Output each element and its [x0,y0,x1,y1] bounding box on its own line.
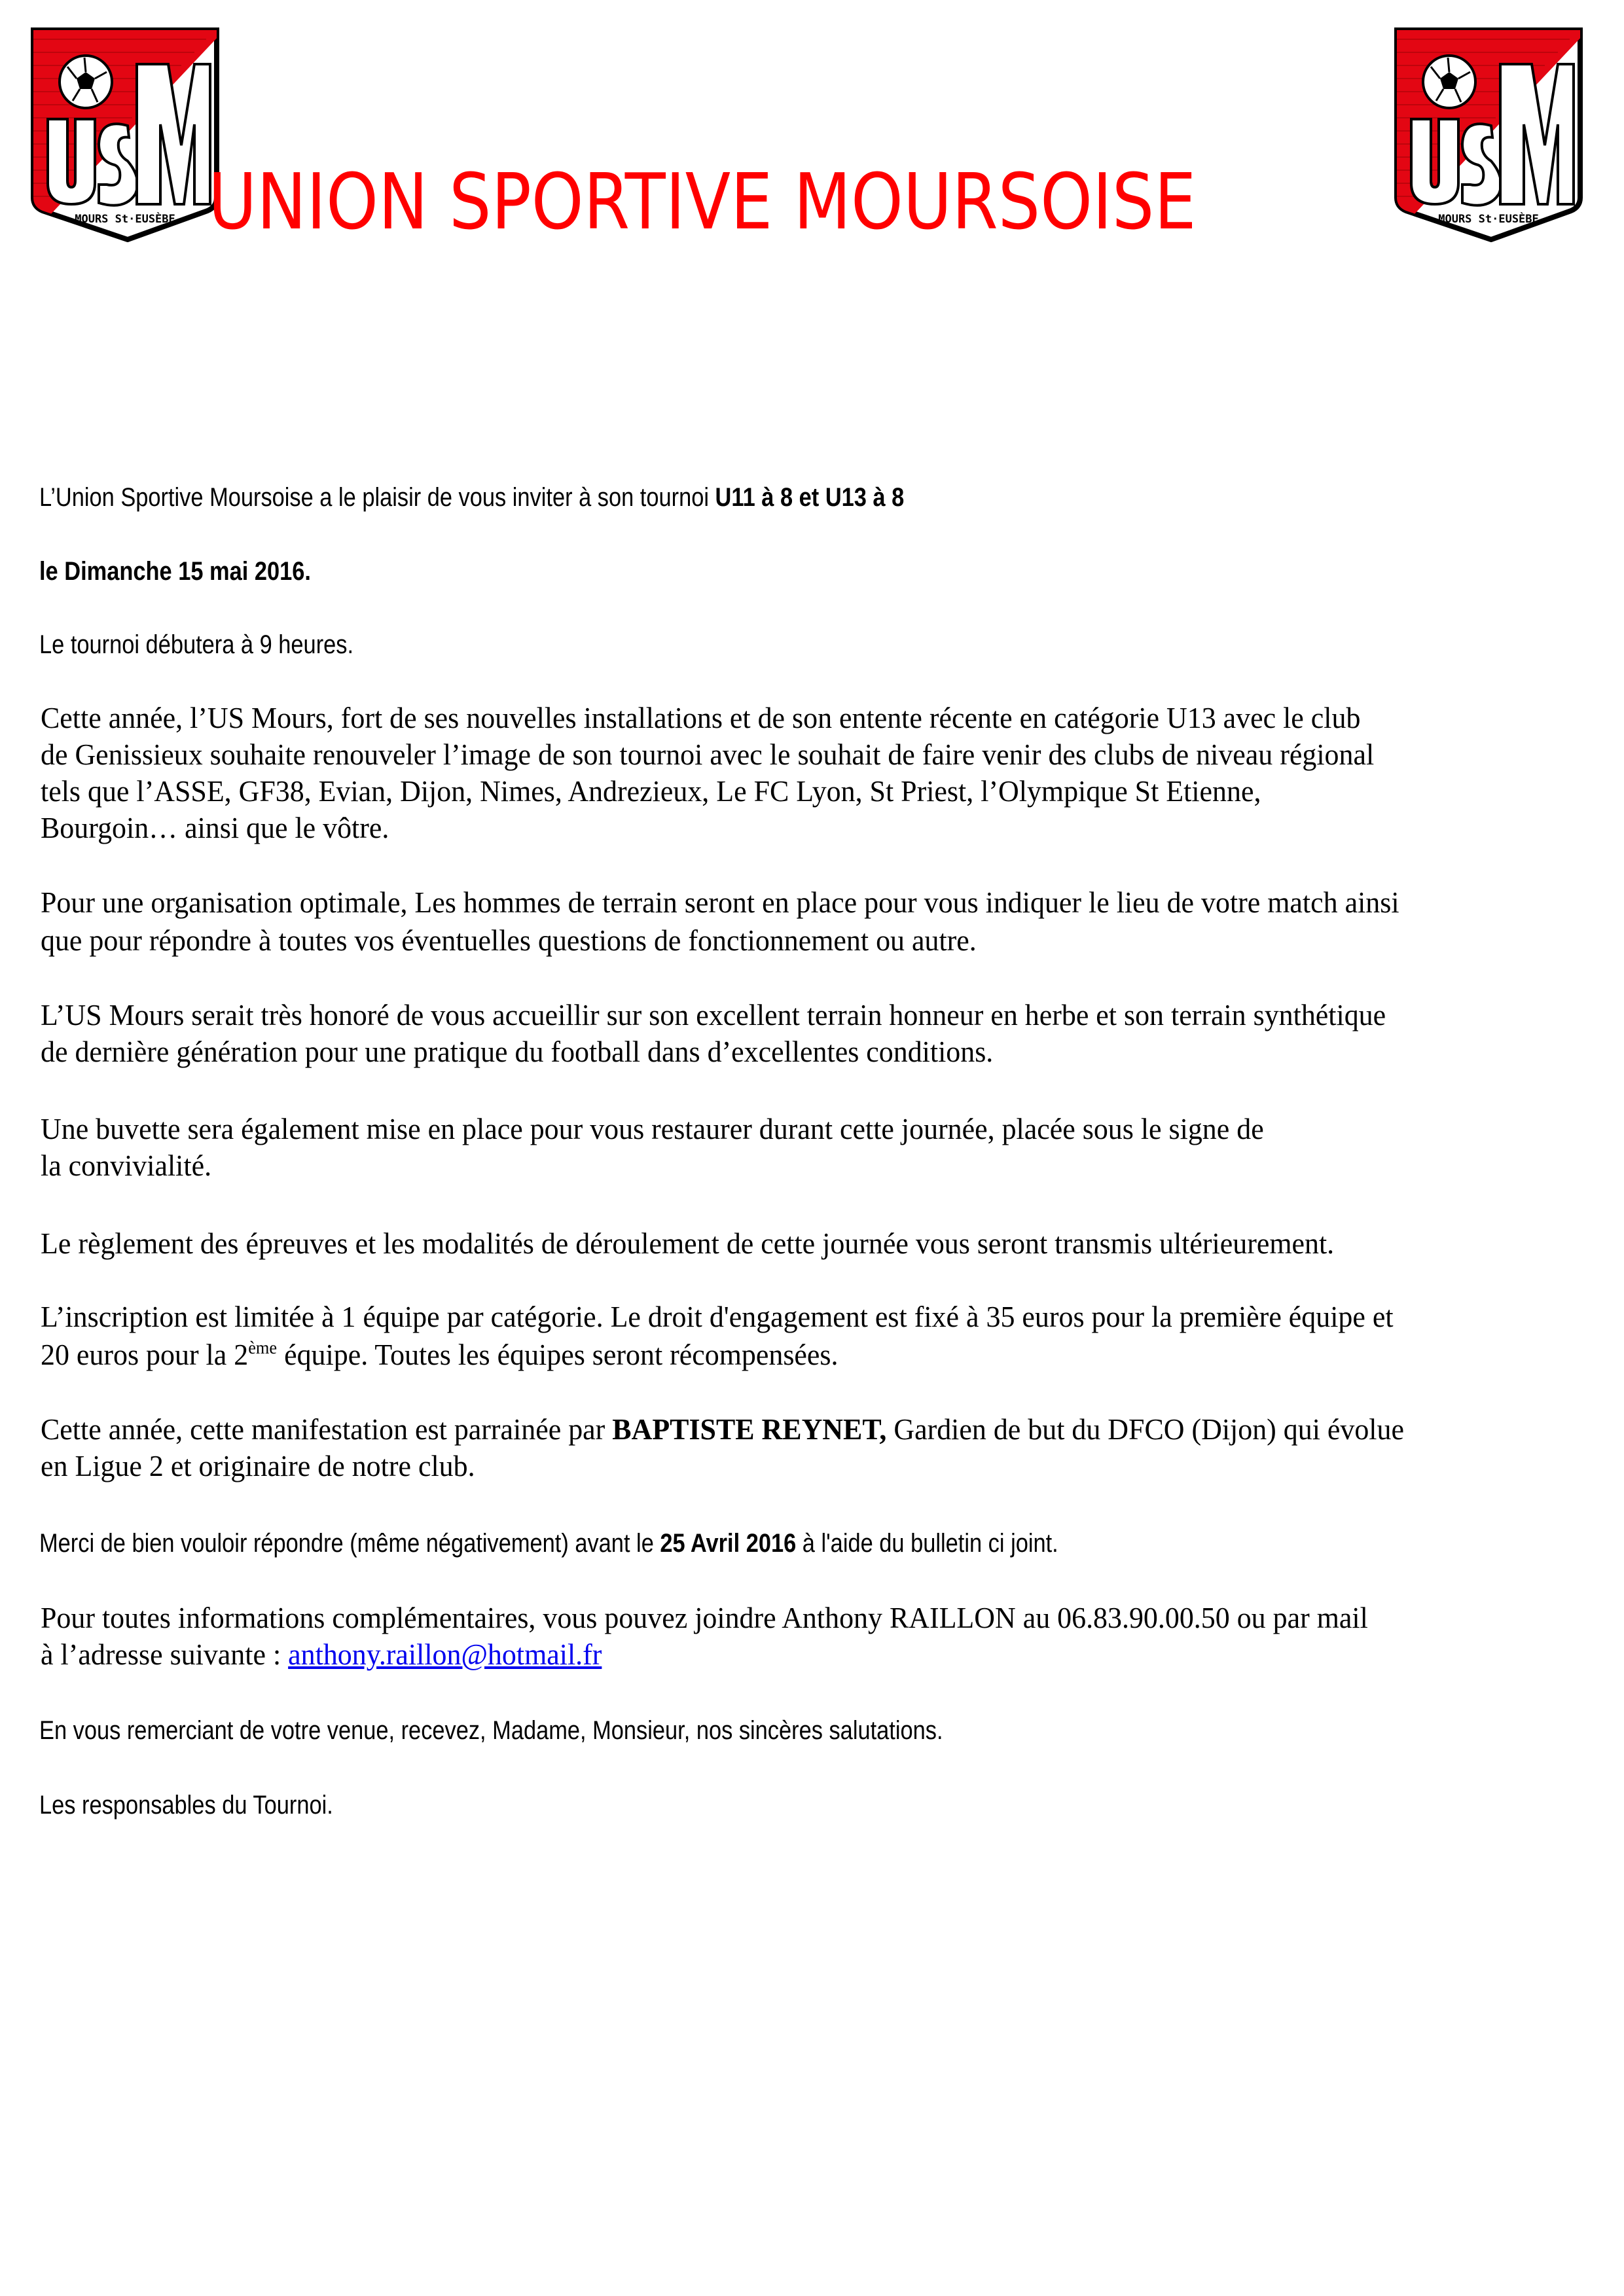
start-time: Le tournoi débutera à 9 heures. [39,630,354,659]
categories-bold: U11 à 8 et U13 à 8 [715,483,905,512]
intro-invitation [39,479,904,516]
paragraph-reglement: Le règlement des épreuves et les modalités de déroulement de cette journée vous seront transmis ultérieurement. [41,1227,1335,1260]
paragraph-organisation-line: Pour une organisation optimale, Les hommes de terrain seront en place pour vous indiquer le lieu de votre match ainsi [41,886,1399,919]
closing-salutation: En vous remerciant de votre venue, recevez, Madame, Monsieur, nos sincères salutations. [39,1716,943,1745]
deadline-bold: 25 Avril 2016 [660,1529,797,1558]
reply-text: Merci de bien vouloir répondre (même négativement) avant le [39,1529,660,1558]
paragraph-buvette-line: Une buvette sera également mise en place pour vous restaurer durant cette journée, placée sous le signe de [41,1112,1264,1145]
contact-text: à l’adresse suivante : [41,1638,289,1671]
email-link[interactable]: anthony.raillon@hotmail.fr [288,1638,602,1671]
page-title: UNION SPORTIVE MOURSOISE [208,156,1197,247]
parrain-text: Cette année, cette manifestation est parrainée par [41,1412,613,1446]
signature: Les responsables du Tournoi. [39,1791,333,1820]
contact-line: Pour toutes informations complémentaires, vous pouvez joindre Anthony RAILLON au 06.83.90.00.50 ou par mail [41,1601,1368,1634]
svg-text:MOURS St·EUSÈBE: MOURS St·EUSÈBE [1438,213,1539,226]
club-crest-logo-left [29,26,221,242]
inscription-text: 20 euros pour la 2 [41,1338,249,1371]
club-crest-logo-right [1393,26,1584,242]
paragraph-clubs-line: de Genissieux souhaite renouveler l’image de son tournoi avec le souhait de faire venir des clubs de niveau régional [41,738,1375,771]
paragraph-terrain-line: de dernière génération pour une pratique du football dans d’excellentes conditions. [41,1035,994,1068]
reply-text: à l'aide du bulletin ci joint. [796,1529,1058,1558]
paragraph-terrain-line: L’US Mours serait très honoré de vous accueillir sur son excellent terrain honneur en herbe et son terrain synthétique [41,998,1386,1031]
paragraph-inscription-line: L’inscription est limitée à 1 équipe par catégorie. Le droit d'engagement est fixé à 35 euros pour la première équipe et [41,1300,1394,1333]
paragraph-buvette-line: la convivialité. [41,1149,212,1182]
sponsor-name-bold: BAPTISTE REYNET, [612,1412,887,1446]
date-bold: le Dimanche 15 mai 2016. [39,557,311,586]
paragraph-parrain-line: en Ligue 2 et originaire de notre club. [41,1449,475,1482]
ordinal-superscript: ème [248,1337,278,1358]
paragraph-clubs-line: tels que l’ASSE, GF38, Evian, Dijon, Nimes, Andrezieux, Le FC Lyon, St Priest, l’Olympique St Etienne, [41,774,1261,808]
paragraph-clubs-line: Bourgoin… ainsi que le vôtre. [41,811,389,844]
reply-request [39,1525,1058,1562]
contact-line [41,1636,602,1673]
paragraph-parrain-line [41,1411,1404,1448]
intro-text: L’Union Sportive Moursoise a le plaisir de vous inviter à son tournoi [39,483,715,512]
inscription-text: équipe. Toutes les équipes seront récompensées. [277,1338,839,1371]
svg-text:MOURS St·EUSÈBE: MOURS St·EUSÈBE [75,213,175,226]
paragraph-organisation-line: que pour répondre à toutes vos éventuelles questions de fonctionnement ou autre. [41,924,977,957]
paragraph-clubs-line: Cette année, l’US Mours, fort de ses nouvelles installations et de son entente récente en catégorie U13 avec le club [41,701,1361,734]
parrain-text: Gardien de but du DFCO (Dijon) qui évolue [886,1412,1404,1446]
paragraph-inscription-line [41,1336,839,1377]
tournament-date [39,553,311,590]
